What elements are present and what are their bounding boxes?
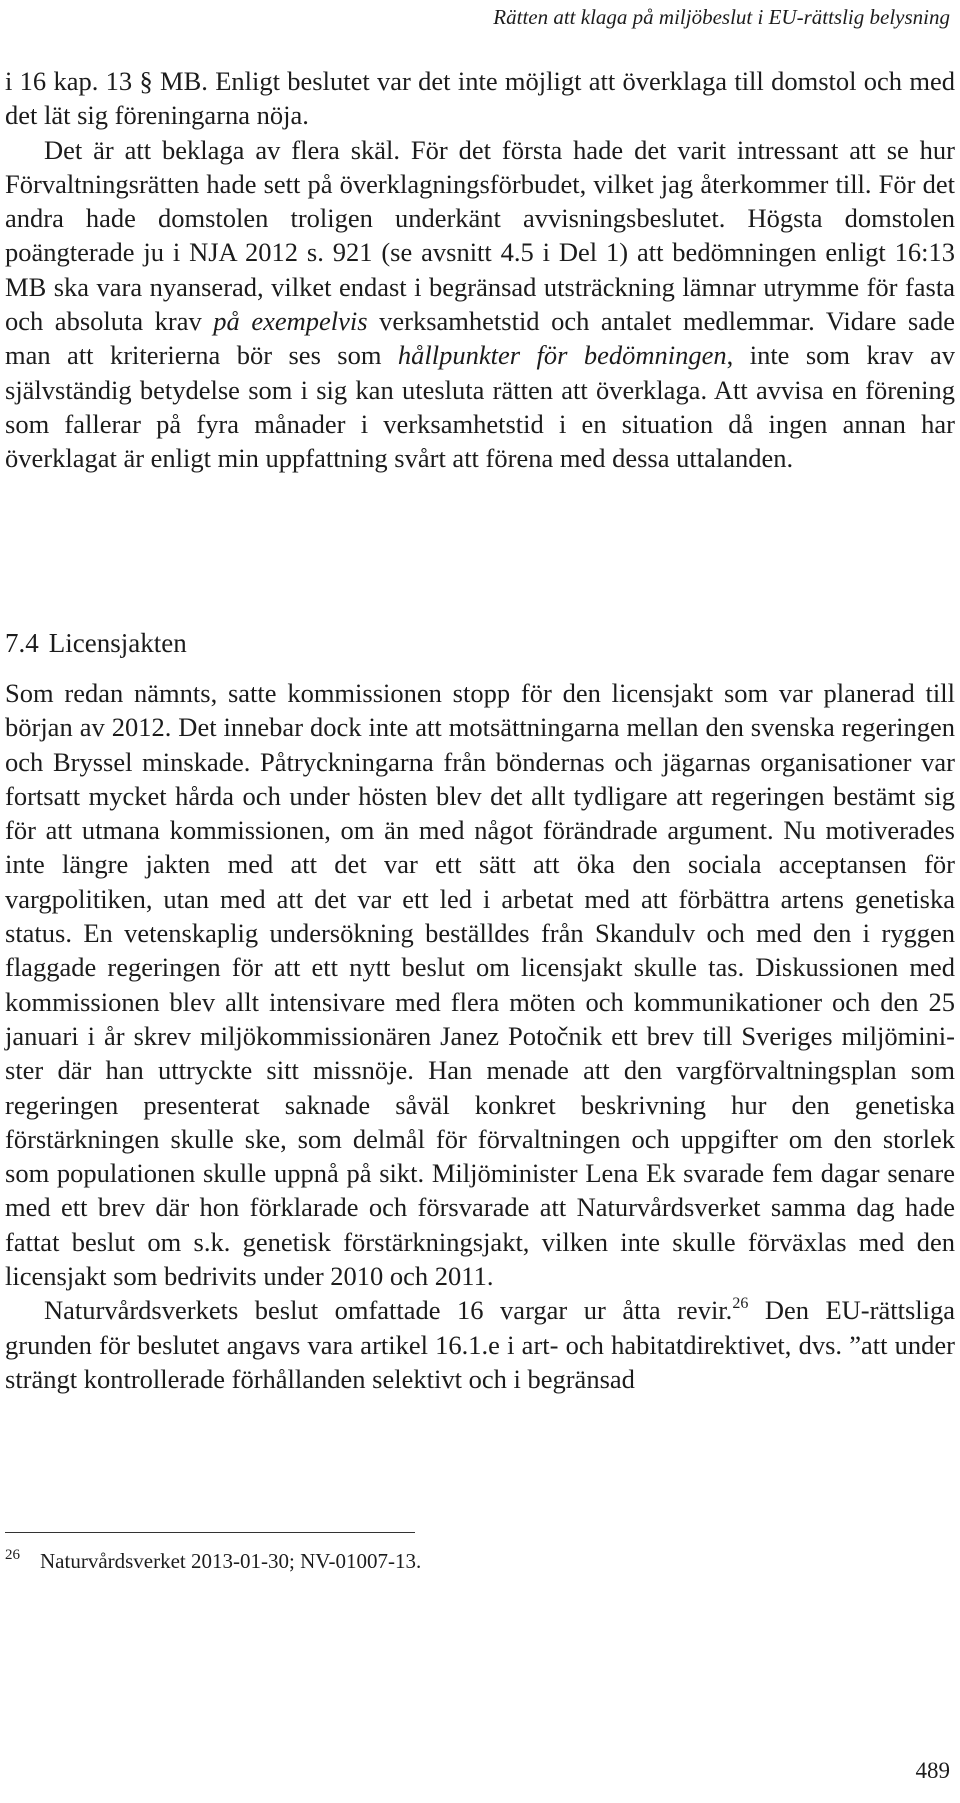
paragraph: [5, 1293, 955, 1396]
emphasis: på exempelvis: [213, 306, 368, 337]
text-run: verksamhetstid och antalet medlemmar. Vidare sade man att kriterierna bör ses som: [5, 306, 955, 371]
section-heading: [5, 626, 187, 660]
running-header: Rätten att klaga på miljöbeslut i EU-rättslig belysning: [493, 5, 950, 29]
text-run: Det är att beklaga av flera skäl. För det första hade det varit intressant att se hur Förvaltningsrätten hade sett på överklagningsförbudet, vilket jag återkommer till. För det andra hade domstolen troligen underkänt avvisningsbeslutet. Högsta domstolen poängterade ju i NJA 2012 s. 921 (se avsnitt 4.5 i Del 1) att bedömningen enligt 16:13 MB ska vara nyanserad, vilket endast i begränsad utsträckning lämnar utrymme för fasta och absoluta krav: [5, 134, 955, 337]
footnote-text: Naturvårdsverket 2013-01-30; NV-01007-13.: [40, 1549, 422, 1573]
paragraph: [5, 133, 955, 476]
paragraph: Som redan nämnts, satte kommissionen stopp för den licensjakt som var planerad till början av 2012. Det innebar dock inte att motsättningarna mellan den svenska regeringen och Bryssel minskade. Påtryckningarna från böndernas och jägarnas organisationer var fortsatt mycket hårda och under hösten blev det allt tydligare att regeringen bestämt sig för att utmana kommissionen, om än med något förändrade argument. Nu motiverades inte längre jakten med att det var ett sätt att öka den sociala acceptansen för vargpolitiken, utan med att det var ett led i arbetat med att förbättra artens genetiska status. En vetenskaplig undersökning beställdes från Skandulv och med den i ryggen flaggade regeringen för att ett nytt beslut om licensjakt skulle tas. Diskussionen med kommissionen blev allt intensivare med flera möten och kommunikationer och den 25 januari i år skrev miljökommissionären Janez Potočnik ett brev till Sveriges miljöminister där han uttryckte sitt missnöje. Han menade att den vargförvaltningsplan som regeringen presenterat saknade såväl konkret beskrivning hur den genetiska förstärkningen skulle ske, som delmål för förvaltningen och uppgifter om den storlek som populationen skulle uppnå på sikt. Miljöminister Lena Ek svarade fem dagar senare med ett brev där hon förklarade och försvarade att Naturvårdsverket samma dag hade fattat beslut om s.k. genetisk förstärkningsjakt, vilken inte skulle förväxlas med den licensjakt som bedrivits under 2010 och 2011.: [5, 678, 955, 1292]
paragraph: i 16 kap. 13 § MB. Enligt beslutet var det inte möjligt att överklaga till domstol och med det lät sig föreningarna nöja.: [5, 66, 955, 131]
text-run: , inte som krav av självständig betydelse som i sig kan utesluta rätten att överklaga. Att avvisa en förening som fallerar på fyra månader i verksamhetstid i en situation då ingen annan har överklagat är enligt min uppfattning svårt att förena med dessa uttalanden.: [5, 340, 956, 474]
footnote: 26 Naturvårdsverket 2013-01-30; NV-01007-13.: [5, 1547, 422, 1573]
footnote-divider: [5, 1532, 415, 1533]
section-title: Licensjakten: [48, 628, 187, 658]
section-number: 7.4: [5, 628, 39, 658]
emphasis: hållpunkter för bedömningen: [397, 340, 727, 371]
section-continued-text: [5, 64, 955, 476]
section-body: [5, 676, 955, 1396]
text-run: Den EU-rättsliga grunden för beslutet angavs vara artikel 16.1.e i art- och habitatdirektivet, dvs. ”att under strängt kontrollerade förhållanden selektivt och i begränsad: [5, 1295, 955, 1394]
text-run: Naturvårdsverkets beslut omfattade 16 vargar ur åtta revir.: [44, 1295, 733, 1326]
page-number: 489: [915, 1758, 950, 1783]
footnote-reference[interactable]: 26: [732, 1295, 749, 1313]
